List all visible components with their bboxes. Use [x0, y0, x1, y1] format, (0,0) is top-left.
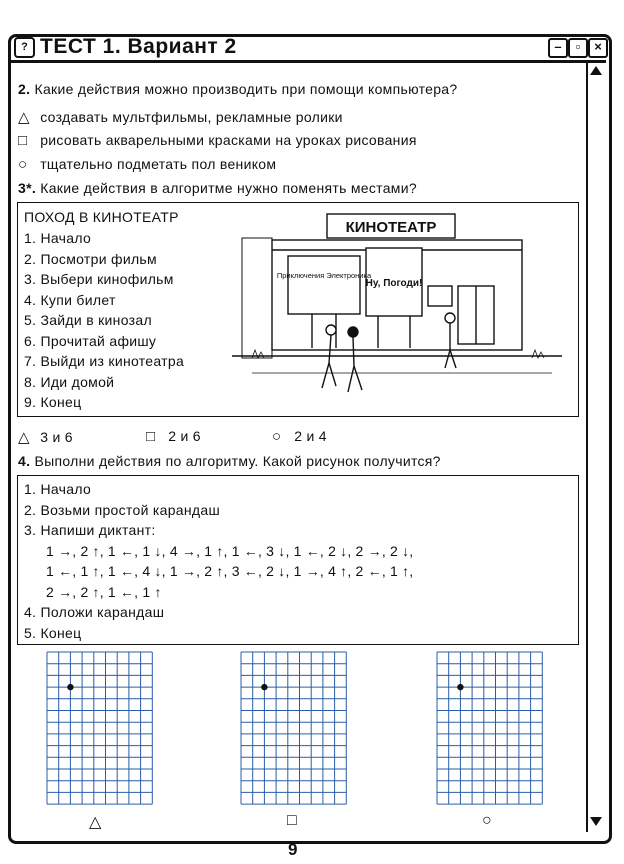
q2-option-triangle[interactable] — [18, 108, 343, 126]
question-3 — [18, 180, 417, 196]
vertical-scrollbar[interactable] — [586, 60, 603, 832]
algorithm-step: 7. Выйди из кинотеатра — [24, 353, 185, 369]
scroll-up-icon[interactable] — [590, 66, 602, 75]
dictation-step: 4. Положи карандаш — [24, 604, 165, 620]
q2-option-square[interactable] — [18, 132, 417, 149]
algorithm-step: 3. Выбери кинофильм — [24, 271, 174, 287]
question-3-number: 3*. — [18, 180, 37, 196]
cinema-sign-text: КИНОТЕАТР — [345, 219, 437, 236]
scroll-down-icon[interactable] — [590, 817, 602, 826]
option-text: тщательно подметать пол веником — [40, 156, 277, 172]
circle-icon: ○ — [272, 428, 282, 445]
algorithm-step: 1. Начало — [24, 230, 92, 246]
minimize-button[interactable]: – — [548, 38, 568, 58]
question-2-number: 2. — [18, 81, 31, 97]
algorithm-step: 9. Конец — [24, 394, 82, 410]
window-title: ТЕСТ 1. Вариант 2 — [40, 35, 237, 58]
q2-option-circle[interactable] — [18, 156, 276, 173]
algorithm-step: 4. Купи билет — [24, 291, 116, 308]
dictation-steps — [24, 481, 413, 645]
square-icon: □ — [18, 132, 28, 149]
algorithm-step: 6. Прочитай афишу — [24, 332, 157, 349]
start-point-dot — [457, 684, 463, 690]
dictation-line: 1 →, 2 ↑, 1 ←, 1 ↓, 4 →, 1 ↑, 1 ←, 3 ↓, 1 ←, 2 ↓, 2 →, 2 ↓, — [46, 542, 414, 559]
option-text: 2 и 6 — [168, 428, 201, 444]
question-3-text: Какие действия в алгоритме нужно поменять местами? — [40, 180, 417, 196]
start-point-dot — [261, 684, 267, 690]
square-icon: □ — [146, 428, 156, 445]
q3-option-square[interactable] — [146, 428, 201, 445]
cinema-illustration — [232, 208, 572, 408]
dictation-step: 1. Начало — [24, 481, 92, 497]
question-4 — [18, 453, 441, 469]
option-text: рисовать акварельными красками на уроках рисования — [40, 132, 417, 148]
poster-2-text: Ну, Погоди! — [365, 278, 423, 289]
close-button[interactable]: × — [588, 38, 608, 58]
circle-icon: ○ — [18, 156, 28, 173]
algorithm-step: 8. Иди домой — [24, 373, 115, 390]
q3-option-circle[interactable] — [272, 428, 327, 445]
dictation-line: 1 ←, 1 ↑, 1 ←, 4 ↓, 1 →, 2 ↑, 3 ←, 2 ↓, 1 →, 4 ↑, 2 ←, 1 ↑, — [46, 563, 414, 579]
question-4-text: Выполни действия по алгоритму. Какой рисунок получится? — [34, 453, 441, 469]
dictation-step: 2. Возьми простой карандаш — [24, 501, 220, 518]
question-2-text: Какие действия можно производить при помощи компьютера? — [34, 81, 458, 97]
dictation-step: 5. Конец — [24, 624, 82, 641]
dictation-line: 2 →, 2 ↑, 1 ←, 1 ↑ — [46, 583, 162, 600]
triangle-icon: △ — [18, 429, 30, 446]
title-bar — [8, 34, 606, 63]
app-logo-icon: ? — [14, 37, 35, 58]
option-text: создавать мультфильмы, рекламные ролики — [40, 109, 343, 125]
question-4-number: 4. — [18, 453, 31, 469]
q3-option-triangle[interactable] — [18, 428, 73, 446]
poster-1-text: Приключения Электроника — [276, 271, 372, 280]
algorithm-steps — [24, 230, 184, 415]
algorithm-step: 5. Зайди в кинозал — [24, 312, 152, 328]
algorithm-title: ПОХОД В КИНОТЕАТР — [24, 209, 179, 225]
answer-grid — [240, 651, 347, 805]
grid-label-triangle[interactable]: △ — [89, 814, 102, 831]
maximize-button[interactable]: ▫ — [568, 38, 588, 58]
algorithm-step: 2. Посмотри фильм — [24, 250, 157, 267]
page-number: 9 — [288, 840, 298, 859]
question-2 — [18, 81, 457, 97]
option-text: 2 и 4 — [294, 428, 327, 444]
triangle-icon: △ — [18, 109, 30, 126]
answer-grid — [436, 651, 543, 805]
answer-grid — [46, 651, 153, 805]
dictation-step: 3. Напиши диктант: — [24, 522, 156, 538]
grid-label-circle[interactable]: ○ — [482, 812, 492, 829]
option-text: 3 и 6 — [40, 429, 73, 445]
grid-label-square[interactable]: □ — [287, 812, 297, 829]
start-point-dot — [67, 684, 73, 690]
